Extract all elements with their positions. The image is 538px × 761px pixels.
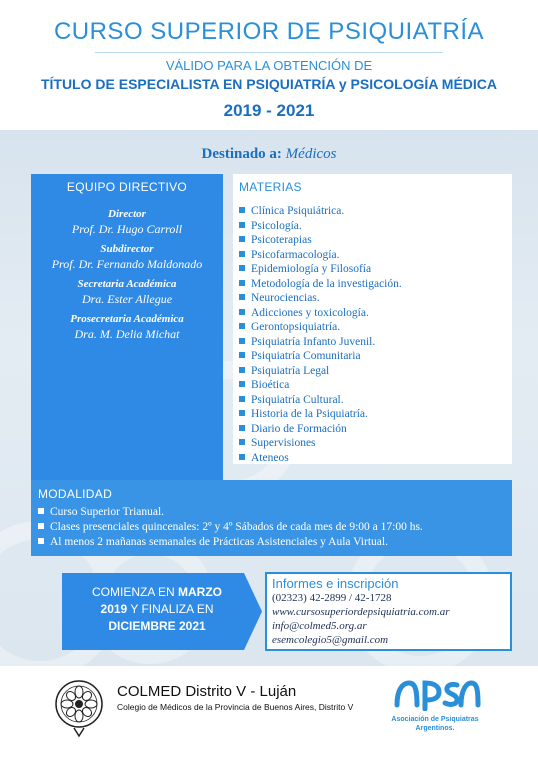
- member-name: Prof. Dr. Hugo Carroll: [71, 222, 183, 236]
- bullet-icon: [239, 207, 245, 213]
- list-item: Bioética: [239, 378, 512, 393]
- member-block: [31, 278, 223, 307]
- member-role: Prosecretaria Académica: [70, 313, 184, 325]
- materias-heading: MATERIAS: [239, 180, 302, 194]
- materias-list: [239, 204, 512, 465]
- colmed-name: COLMED Distrito V - Luján: [117, 683, 297, 700]
- colmed-seal-icon: [54, 676, 104, 738]
- list-item: Psicoterapias: [239, 233, 512, 248]
- equipo-directivo-panel: [31, 174, 223, 482]
- bullet-icon: [239, 309, 245, 315]
- bullet-icon: [239, 323, 245, 329]
- bullet-icon: [38, 538, 44, 544]
- phone-text: (02323) 42-2899 / 42-1728: [272, 592, 392, 604]
- bullet-icon: [38, 523, 44, 529]
- email-link[interactable]: esemcolegio5@gmail.com: [272, 634, 389, 646]
- audience-line: [0, 146, 538, 163]
- list-item: Supervisiones: [239, 436, 512, 451]
- list-item: Psiquiatría Comunitaria: [239, 349, 512, 364]
- bullet-icon: [239, 222, 245, 228]
- degree-title: TÍTULO DE ESPECIALISTA EN PSIQUIATRÍA y PSICOLOGÍA MÉDICA: [40, 76, 498, 92]
- email-link[interactable]: info@colmed5.org.ar: [272, 620, 367, 632]
- list-item: Al menos 2 mañanas semanales de Prácticas Asistenciales y Aula Virtual.: [38, 535, 512, 550]
- apsa-logo-icon: [391, 675, 481, 711]
- bullet-icon: [239, 396, 245, 402]
- header-divider: [95, 52, 443, 53]
- bullet-icon: [239, 425, 245, 431]
- member-role: Secretaria Académica: [77, 278, 177, 290]
- bullet-icon: [239, 454, 245, 460]
- bullet-icon: [239, 367, 245, 373]
- list-item: Gerontopsiquiatría.: [239, 320, 512, 335]
- start-date-banner: [62, 573, 262, 650]
- modalidad-heading: MODALIDAD: [38, 487, 113, 501]
- member-name: Prof. Dr. Fernando Maldonado: [51, 257, 203, 271]
- header: [0, 0, 538, 130]
- list-item: Neurociencias.: [239, 291, 512, 306]
- bullet-icon: [239, 280, 245, 286]
- list-item: Psiquiatría Cultural.: [239, 393, 512, 408]
- member-block: [31, 313, 223, 342]
- list-item: Psiquiatría Infanto Juvenil.: [239, 335, 512, 350]
- member-role: Subdirector: [100, 243, 154, 255]
- list-item: Diario de Formación: [239, 422, 512, 437]
- list-item: Ateneos: [239, 451, 512, 466]
- bullet-icon: [239, 251, 245, 257]
- bullet-icon: [239, 338, 245, 344]
- start-date-text: COMIENZA EN MARZO 2019 Y FINALIZA EN DICIEMBRE 2021: [91, 585, 223, 633]
- materias-panel: [233, 174, 512, 464]
- valid-for-text: VÁLIDO PARA LA OBTENCIÓN DE: [165, 58, 373, 73]
- member-block: [31, 243, 223, 272]
- member-role: Director: [108, 208, 146, 220]
- list-item: Historia de la Psiquiatría.: [239, 407, 512, 422]
- website-link[interactable]: www.cursosuperiordepsiquiatria.com.ar: [272, 606, 450, 618]
- course-title: CURSO SUPERIOR DE PSIQUIATRÍA: [53, 18, 485, 45]
- member-name: Dra. Ester Allegue: [81, 292, 173, 306]
- bullet-icon: [239, 236, 245, 242]
- list-item: Psicología.: [239, 219, 512, 234]
- bullet-icon: [239, 381, 245, 387]
- bullet-icon: [239, 265, 245, 271]
- bullet-icon: [239, 439, 245, 445]
- list-item: Psicofarmacología.: [239, 248, 512, 263]
- bullet-icon: [239, 352, 245, 358]
- bullet-icon: [239, 294, 245, 300]
- audience-label: Destinado a:: [201, 146, 282, 162]
- list-item: Epidemiología y Filosofía: [239, 262, 512, 277]
- list-item: Clínica Psiquiátrica.: [239, 204, 512, 219]
- colmed-subtitle: Colegio de Médicos de la Provincia de Buenos Aires, Distrito V: [117, 702, 354, 712]
- course-years: 2019 - 2021: [223, 101, 315, 120]
- bullet-icon: [239, 410, 245, 416]
- modalidad-list: [38, 505, 512, 550]
- apsa-subtitle: Asociación de Psiquiatras Argentinos.: [391, 716, 479, 732]
- member-block: [31, 208, 223, 237]
- modalidad-panel: [31, 480, 512, 556]
- bullet-icon: [38, 508, 44, 514]
- list-item: Curso Superior Trianual.: [38, 505, 512, 520]
- audience-value: Médicos: [285, 146, 337, 162]
- list-item: Clases presenciales quincenales: 2º y 4º Sábados de cada mes de 9:00 a 17:00 hs.: [38, 520, 512, 535]
- informes-title: Informes e inscripción: [272, 576, 399, 591]
- equipo-heading: EQUIPO DIRECTIVO: [66, 180, 188, 194]
- list-item: Adicciones y toxicología.: [239, 306, 512, 321]
- member-name: Dra. M. Delia Michat: [74, 327, 180, 341]
- informes-box: [265, 572, 512, 651]
- list-item: Psiquiatría Legal: [239, 364, 512, 379]
- list-item: Metodología de la investigación.: [239, 277, 512, 292]
